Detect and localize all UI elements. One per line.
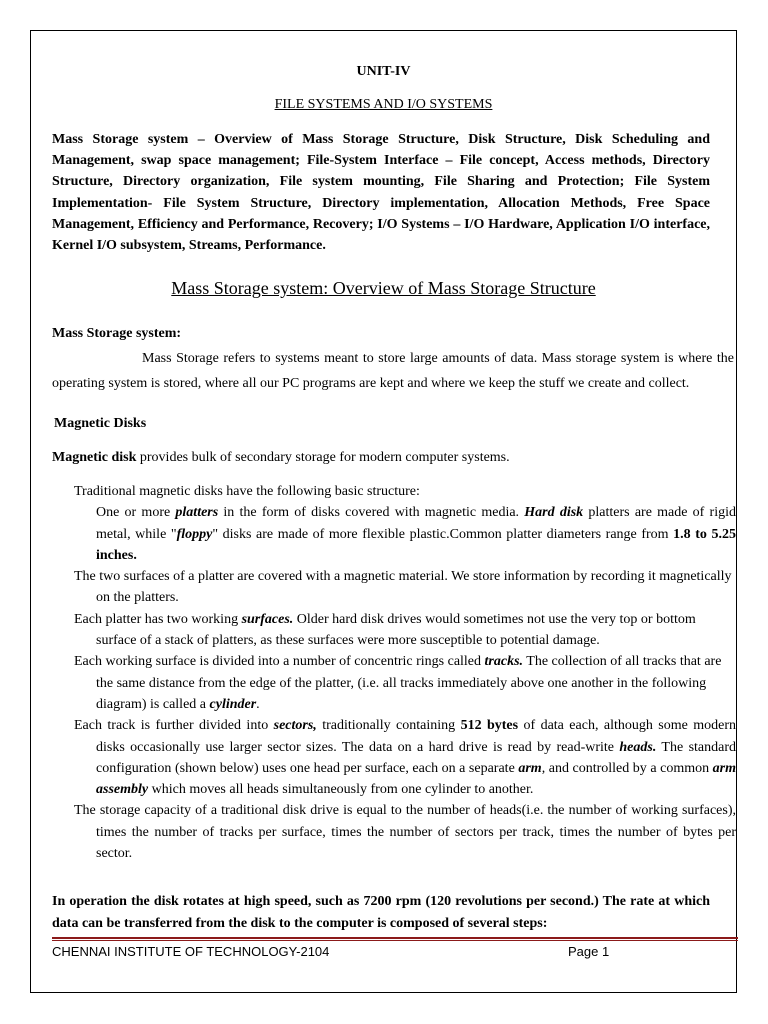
- magnetic-disks-heading: Magnetic Disks: [54, 416, 147, 431]
- syllabus-paragraph: Mass Storage system – Overview of Mass Storage Structure, Disk Structure, Disk Scheduling and Management, swap space management; File-System Interface – File concept, Access methods, Directory Structure, Directory organization, File system mounting, File Sharing and Protection; File System Implementation- File System Structure, Directory implementation, Allocation Methods, Free Space Management, Efficiency and Performance, Recovery; I/O Systems – I/O Hardware, Application I/O interface, Kernel I/O subsystem, Streams, Performance.: [52, 132, 710, 254]
- footer-institute: CHENNAI INSTITUTE OF TECHNOLOGY-2104: [52, 944, 330, 959]
- section-heading: Mass Storage system: Overview of Mass Storage Structure: [171, 278, 596, 298]
- mass-storage-paragraph: Mass Storage refers to systems meant to store large amounts of data. Mass storage system is where the operating system is stored, where all our PC programs are kept and where we keep the stuff we create and collect.: [52, 351, 734, 391]
- structure-item-working-surfaces: Each platter has two working surfaces. Older hard disk drives would sometimes not use the very top or bottom surface of a stack of platters, as these surfaces were more susceptible to potential damage.: [74, 611, 696, 649]
- subject-title: FILE SYSTEMS AND I/O SYSTEMS: [274, 97, 493, 112]
- structure-item-sectors: Each track is further divided into sectors, traditionally containing 512 bytes of data each, although some modern disks occasionally use larger sector sizes. The data on a hard drive is read by read-write heads. The standard configuration (shown below) uses one head per surface, each on a separate arm, and controlled by a common arm assembly which moves all heads simultaneously from one cylinder to another.: [74, 718, 736, 798]
- unit-title: UNIT-IV: [356, 64, 411, 79]
- magnetic-disk-term: Magnetic disk: [52, 450, 137, 465]
- footer-rule-thin: [52, 940, 738, 941]
- structure-lead: Traditional magnetic disks have the following basic structure:: [74, 484, 420, 499]
- structure-item-platters: One or more platters in the form of disks covered with magnetic media. Hard disk platters are made of rigid metal, while "floppy" disks are made of more flexible plastic.Common platter diameters range from 1.8 to 5.25 inches.: [96, 505, 736, 563]
- operation-paragraph: In operation the disk rotates at high speed, such as 7200 rpm (120 revolutions per second.) The rate at which data can be transferred from the disk to the computer is composed of several steps:: [52, 894, 710, 931]
- structure-item-capacity: The storage capacity of a traditional disk drive is equal to the number of heads(i.e. the number of working surfaces), times the number of tracks per surface, times the number of sectors per track, times the number of bytes per sector.: [74, 803, 736, 862]
- structure-item-tracks: Each working surface is divided into a number of concentric rings called tracks. The collection of all tracks that are the same distance from the edge of the platter, (i.e. all tracks immediately above one another in the following diagram) is called a cylinder.: [74, 654, 722, 712]
- mass-storage-heading: Mass Storage system:: [52, 326, 182, 341]
- disk-structure-list: [74, 481, 736, 864]
- magnetic-disk-intro-text: provides bulk of secondary storage for modern computer systems.: [136, 450, 510, 465]
- structure-item-surfaces-magnetic: The two surfaces of a platter are covered with a magnetic material. We store information by recording it magnetically on the platters.: [74, 569, 732, 606]
- footer-page-number: Page 1: [568, 944, 610, 959]
- magnetic-disk-intro: [52, 450, 510, 466]
- footer-rule: [52, 937, 738, 939]
